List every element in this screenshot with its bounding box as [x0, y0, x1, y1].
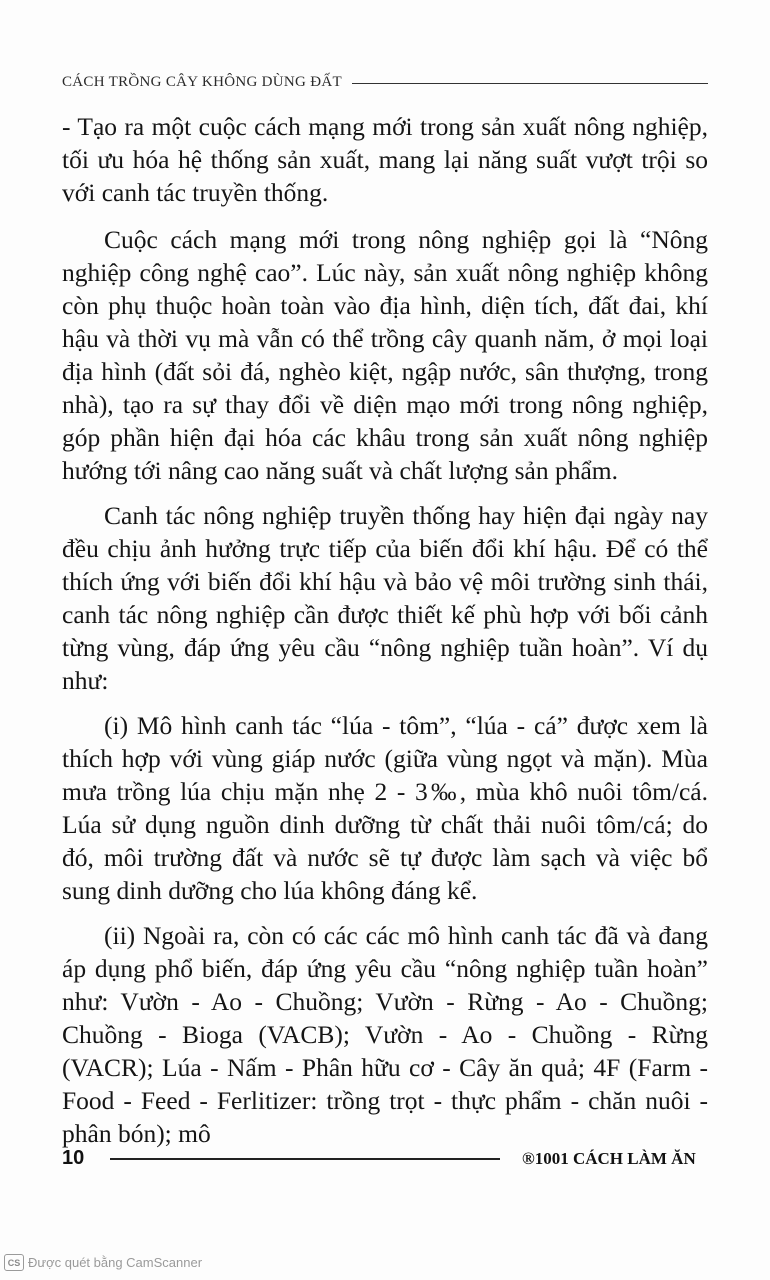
page-footer [62, 1147, 727, 1170]
page-number: 10 [62, 1147, 85, 1169]
header-rule [352, 83, 708, 84]
paragraph-high-tech-agriculture: Cuộc cách mạng mới trong nông nghiệp gọi là “Nông nghiệp công nghệ cao”. Lúc này, sản xuất nông nghiệp không còn phụ thuộc hoàn toàn vào địa hình, diện tích, đất đai, khí hậu và thời vụ mà vẫn có thể trồng cây quanh năm, ở mọi loại địa hình (đất sỏi đá, nghèo kiệt, ngập nước, sân thượng, trong nhà), tạo ra sự thay đổi về diện mạo mới trong nông nghiệp, góp phần hiện đại hóa các khâu trong sản xuất nông nghiệp hướng tới nâng cao năng suất và chất lượng sản phẩm. [62, 225, 708, 485]
publisher-mark: ®1001 CÁCH LÀM ĂN [522, 1148, 696, 1168]
watermark-text: Được quét bằng CamScanner [28, 1255, 203, 1270]
footer-rule [110, 1158, 500, 1160]
camscanner-logo-icon: CS [4, 1254, 24, 1271]
running-header-title: CÁCH TRỒNG CÂY KHÔNG DÙNG ĐẤT [62, 74, 342, 90]
camscanner-watermark [4, 1254, 202, 1271]
paragraph-example-i: (i) Mô hình canh tác “lúa - tôm”, “lúa - cá” được xem là thích hợp với vùng giáp nước (giữa vùng ngọt và mặn). Mùa mưa trồng lúa chịu mặn nhẹ 2 - 3‰, mùa khô nuôi tôm/cá. Lúa sử dụng nguồn dinh dưỡng từ chất thải nuôi tôm/cá; do đó, môi trường đất và nước sẽ tự được làm sạch và việc bổ sung dinh dưỡng cho lúa không đáng kể. [62, 711, 708, 905]
paragraph-example-ii: (ii) Ngoài ra, còn có các các mô hình canh tác đã và đang áp dụng phổ biến, đáp ứng yêu cầu “nông nghiệp tuần hoàn” như: Vườn - Ao - Chuồng; Vườn - Rừng - Ao - Chuồng; Chuồng - Bioga (VACB); Vườn - Ao - Chuồng - Rừng (VACR); Lúa - Nấm - Phân hữu cơ - Cây ăn quả; 4F (Farm - Food - Feed - Ferlitizer: trồng trọt - thực phẩm - chăn nuôi - phân bón); mô [62, 921, 708, 1148]
paragraph-bullet-intro: - Tạo ra một cuộc cách mạng mới trong sản xuất nông nghiệp, tối ưu hóa hệ thống sản xuất, mang lại năng suất vượt trội so với canh tác truyền thống. [62, 112, 708, 207]
paragraph-climate-change: Canh tác nông nghiệp truyền thống hay hiện đại ngày nay đều chịu ảnh hưởng trực tiếp của biến đổi khí hậu. Để có thể thích ứng với biến đổi khí hậu và bảo vệ môi trường sinh thái, canh tác nông nghiệp cần được thiết kế phù hợp với bối cảnh từng vùng, đáp ứng yêu cầu “nông nghiệp tuần hoàn”. Ví dụ như: [62, 501, 708, 695]
page-body [62, 110, 708, 1150]
running-header [62, 74, 708, 91]
